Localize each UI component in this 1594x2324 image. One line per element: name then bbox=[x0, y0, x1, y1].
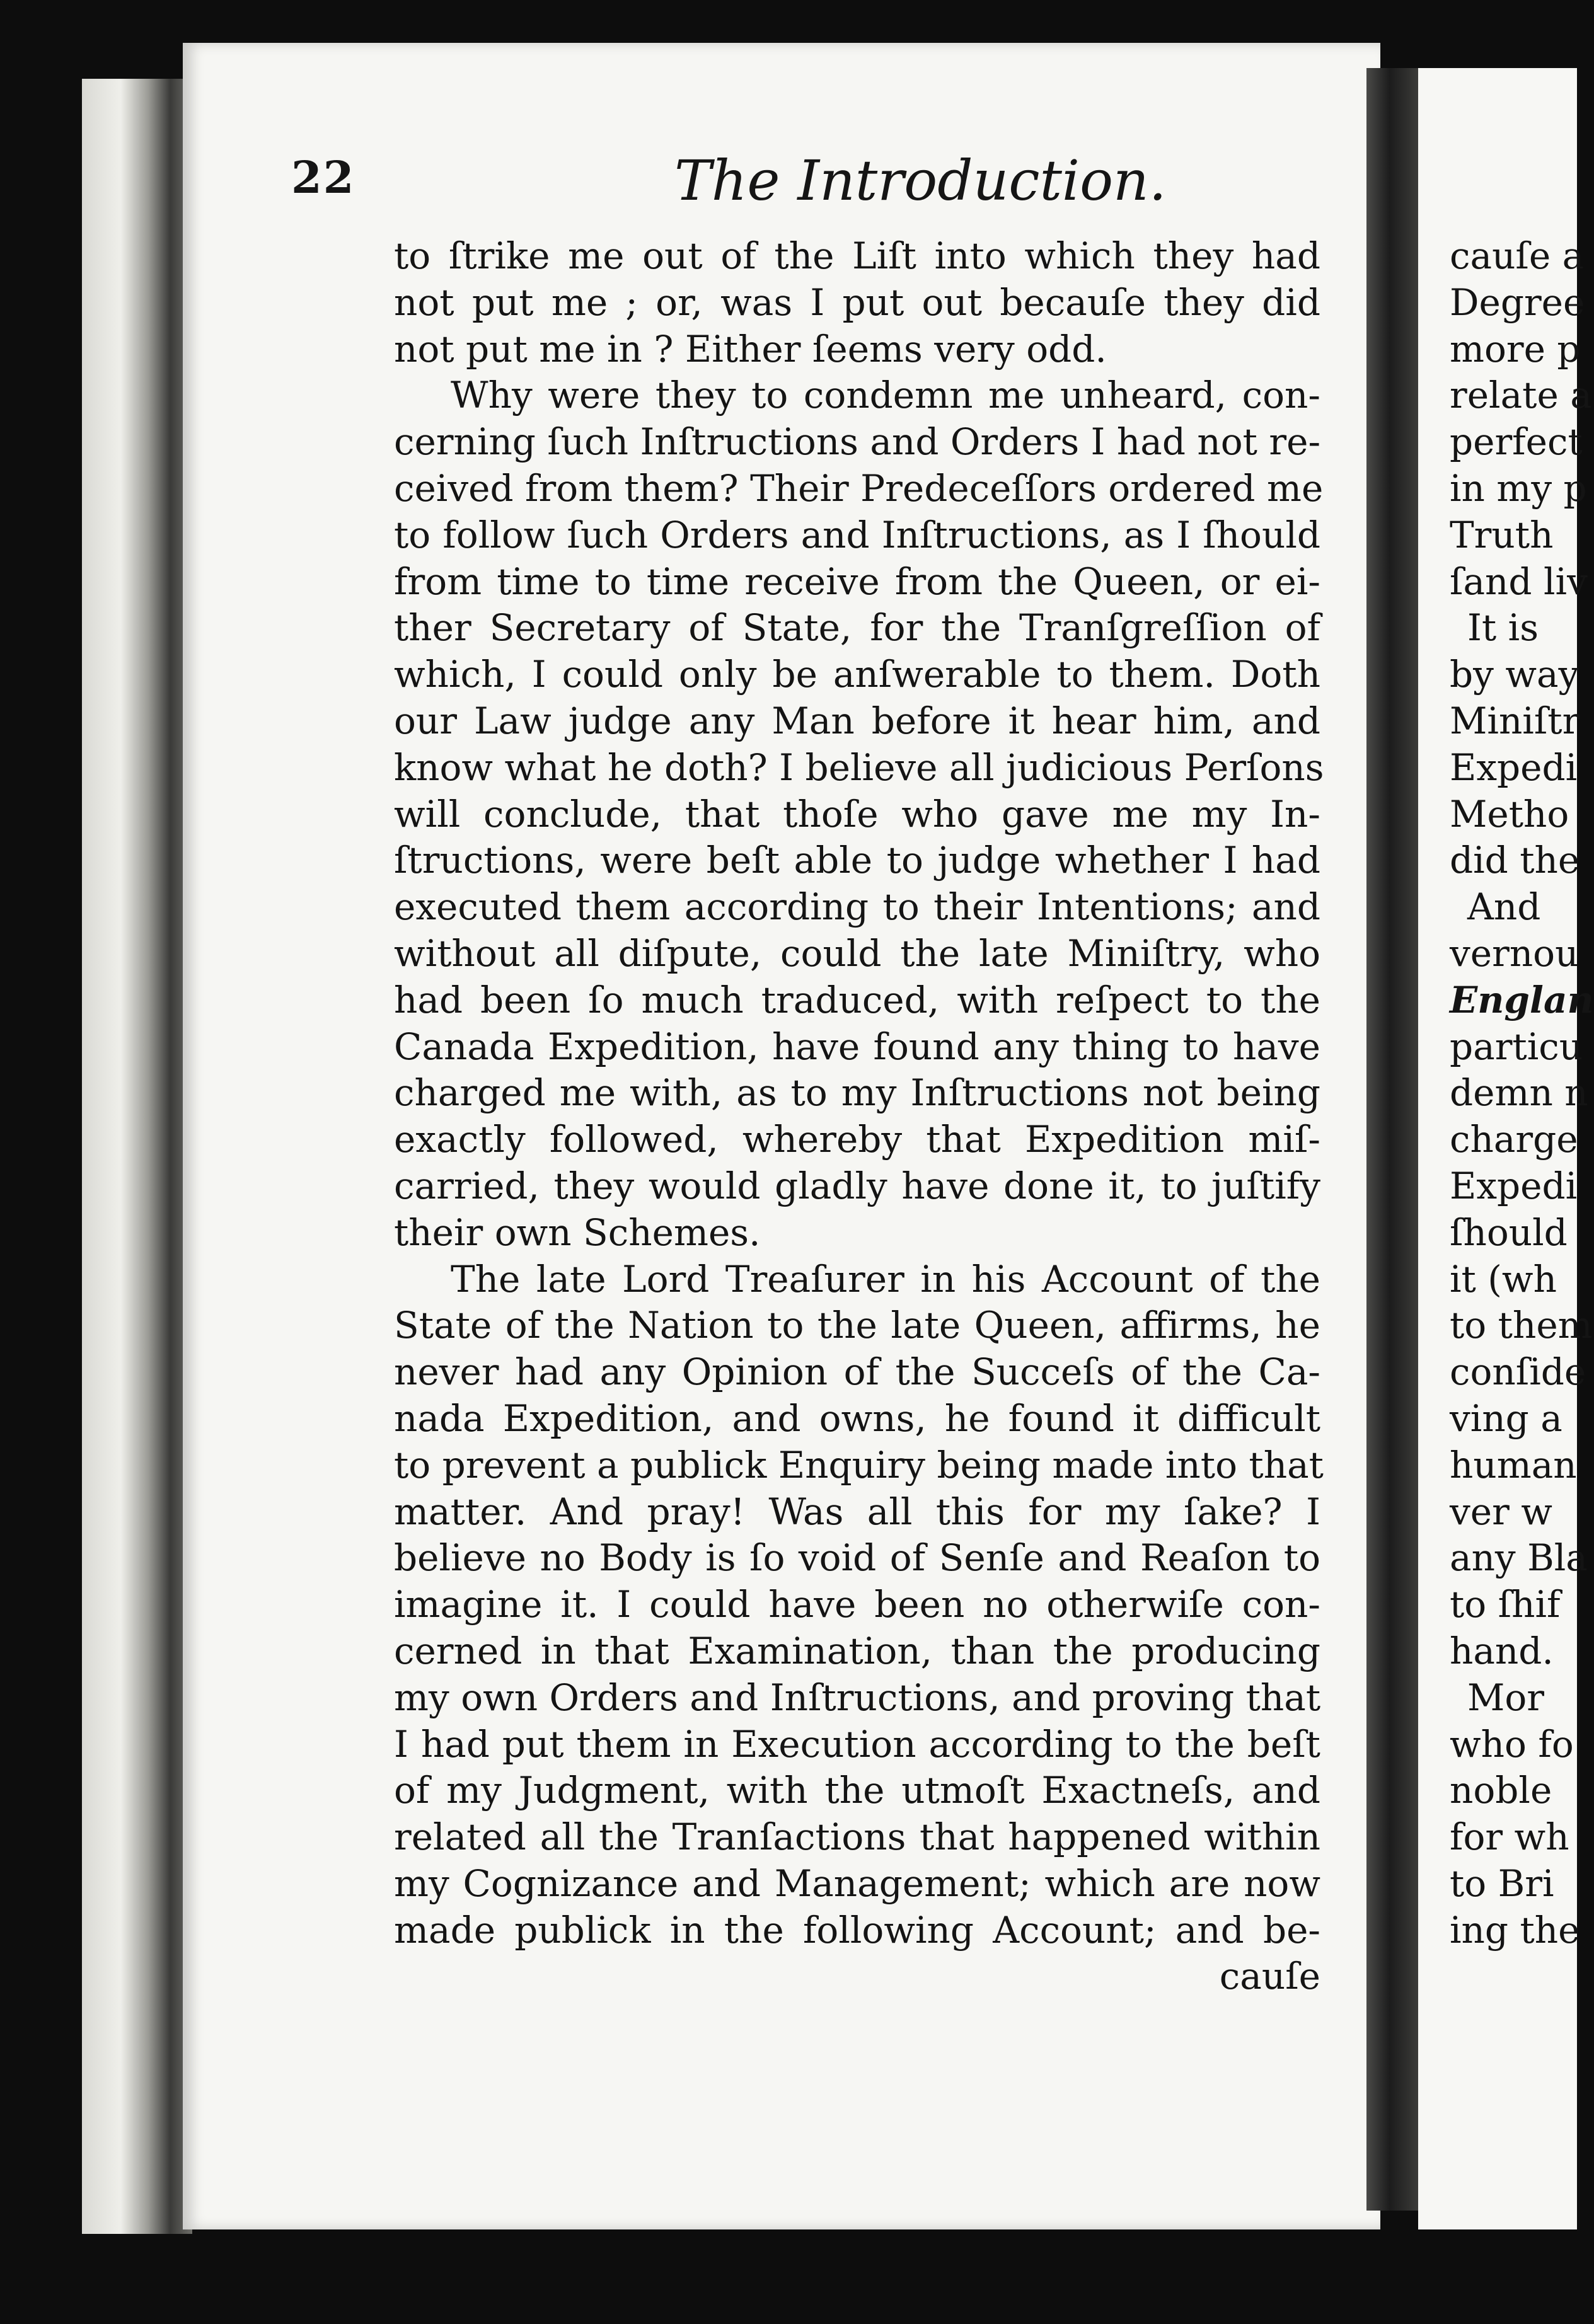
text-line-fragment: Metho bbox=[1450, 792, 1569, 836]
text-line-fragment: to Bri bbox=[1450, 1861, 1554, 1905]
text-line: to follow ſuch Orders and Inſtructions, as I ſhould bbox=[394, 513, 1320, 556]
right-page-text bbox=[1450, 233, 1594, 1953]
text-line: exactly followed, whereby that Expedition miſ- bbox=[394, 1118, 1320, 1161]
text-line-fragment: conſide bbox=[1450, 1350, 1586, 1394]
text-line: which, I could only be anſwerable to them. Doth bbox=[394, 653, 1320, 696]
text-line: carried, they would gladly have done it, to juſtify bbox=[394, 1164, 1320, 1207]
text-line-fragment: ing the bbox=[1450, 1908, 1580, 1952]
text-line-fragment: particu bbox=[1450, 1025, 1583, 1068]
text-line-fragment: Mor bbox=[1467, 1676, 1545, 1719]
text-line: I had put them in Execution according to the beſt bbox=[394, 1722, 1320, 1766]
text-line: my Cognizance and Management; which are now bbox=[394, 1861, 1320, 1905]
text-line-fragment: to ſhif bbox=[1450, 1583, 1561, 1626]
text-line: to ſtrike me out of the Liſt into which they had bbox=[394, 234, 1320, 277]
text-line: not put me ; or, was I put out becauſe they did bbox=[394, 280, 1320, 324]
text-line: related all the Tranſactions that happened within bbox=[394, 1815, 1320, 1859]
text-line: had been ſo much traduced, with reſpect to the bbox=[394, 978, 1320, 1021]
text-line: cerned in that Examination, than the producing bbox=[394, 1629, 1320, 1672]
text-line-fragment: more p bbox=[1450, 327, 1581, 371]
text-line-fragment: Expedi bbox=[1450, 745, 1578, 789]
text-line-fragment: It is bbox=[1467, 606, 1539, 650]
running-head: The Introduction. bbox=[674, 148, 1167, 213]
text-line: cerning ſuch Inſtructions and Orders I had not re- bbox=[394, 420, 1321, 464]
text-line-fragment: perfect bbox=[1450, 420, 1583, 464]
text-line: know what he doth? I believe all judicious Perſons bbox=[394, 745, 1324, 789]
text-line: Canada Expedition, have found any thing to have bbox=[394, 1025, 1320, 1068]
text-line-fragment: Expedi bbox=[1450, 1164, 1578, 1207]
text-line: ſtructions, were beſt able to judge whether I had bbox=[394, 839, 1320, 882]
text-line-fragment: did the bbox=[1450, 839, 1580, 882]
text-line-fragment: Miniſtr bbox=[1450, 699, 1580, 742]
text-line: ther Secretary of State, for the Tranſgreſſion of bbox=[394, 606, 1320, 650]
text-line-fragment: ſhould bbox=[1450, 1211, 1568, 1254]
text-line-fragment: charge bbox=[1450, 1118, 1578, 1161]
text-line-fragment: ving a bbox=[1450, 1396, 1562, 1440]
text-line: to prevent a publick Enquiry being made into that bbox=[394, 1443, 1324, 1487]
text-line-fragment: vernou bbox=[1450, 931, 1579, 975]
catchword: cauſe bbox=[1219, 1955, 1320, 1998]
text-line: imagine it. I could have been no otherwiſe con- bbox=[394, 1583, 1320, 1626]
text-line-fragment: to them bbox=[1450, 1304, 1593, 1347]
text-line: made publick in the following Account; and be- bbox=[394, 1908, 1320, 1952]
text-line: my own Orders and Inſtructions, and proving that bbox=[394, 1676, 1321, 1719]
text-line-fragment: cauſe a bbox=[1450, 234, 1585, 277]
text-line-fragment: demn n bbox=[1450, 1071, 1588, 1115]
text-line-fragment: by way bbox=[1450, 653, 1580, 696]
book-gutter bbox=[1366, 68, 1418, 2211]
text-line: ceived from them? Their Predeceſſors ordered me bbox=[394, 466, 1324, 510]
text-line: will conclude, that thoſe who gave me my In- bbox=[394, 792, 1320, 836]
text-line: The late Lord Treaſurer in his Account of the bbox=[451, 1257, 1320, 1301]
text-line-fragment: ver w bbox=[1450, 1490, 1552, 1533]
page-number: 22 bbox=[291, 151, 355, 204]
left-page-text bbox=[394, 233, 1324, 2000]
text-line: nada Expedition, and owns, he found it difficult bbox=[394, 1396, 1320, 1440]
text-line-fragment: noble bbox=[1450, 1769, 1552, 1812]
text-line-fragment: in my p bbox=[1450, 466, 1587, 510]
text-line-fragment: Truth bbox=[1450, 513, 1554, 556]
text-line: our Law judge any Man before it hear him, and bbox=[394, 699, 1320, 742]
text-line-fragment: Englan bbox=[1450, 978, 1594, 1021]
text-line-fragment: hand. bbox=[1450, 1629, 1554, 1672]
text-line-fragment: Degree bbox=[1450, 280, 1585, 324]
text-line: not put me in ? Either ſeems very odd. bbox=[394, 327, 1107, 371]
text-line-fragment: who fo bbox=[1450, 1722, 1574, 1766]
text-line: charged me with, as to my Inſtructions not being bbox=[394, 1071, 1320, 1115]
text-line-fragment: ſand liv bbox=[1450, 560, 1588, 603]
text-line: without all diſpute, could the late Miniſtry, who bbox=[394, 931, 1320, 975]
page-edge-stack bbox=[82, 79, 192, 2234]
text-line: Why were they to condemn me unheard, con- bbox=[451, 374, 1320, 417]
text-line-fragment: it (wh bbox=[1450, 1257, 1557, 1301]
text-line: from time to time receive from the Queen, or ei- bbox=[394, 560, 1320, 603]
text-line-fragment: any Bla bbox=[1450, 1536, 1588, 1580]
text-line-fragment: And bbox=[1467, 885, 1541, 929]
text-line: State of the Nation to the late Queen, affirms, he bbox=[394, 1304, 1320, 1347]
text-line: believe no Body is ſo void of Senſe and Reaſon to bbox=[394, 1536, 1320, 1580]
text-line: never had any Opinion of the Succeſs of the Ca- bbox=[394, 1350, 1320, 1394]
text-line: matter. And pray! Was all this for my ſake? I bbox=[394, 1490, 1320, 1533]
text-line-fragment: human bbox=[1450, 1443, 1577, 1487]
text-line-fragment: for wh bbox=[1450, 1815, 1569, 1859]
text-line-fragment: relate a bbox=[1450, 374, 1592, 417]
text-line: their own Schemes. bbox=[394, 1211, 761, 1254]
text-line: of my Judgment, with the utmoſt Exactneſs, and bbox=[394, 1769, 1320, 1812]
text-line: executed them according to their Intentions; and bbox=[394, 885, 1320, 929]
